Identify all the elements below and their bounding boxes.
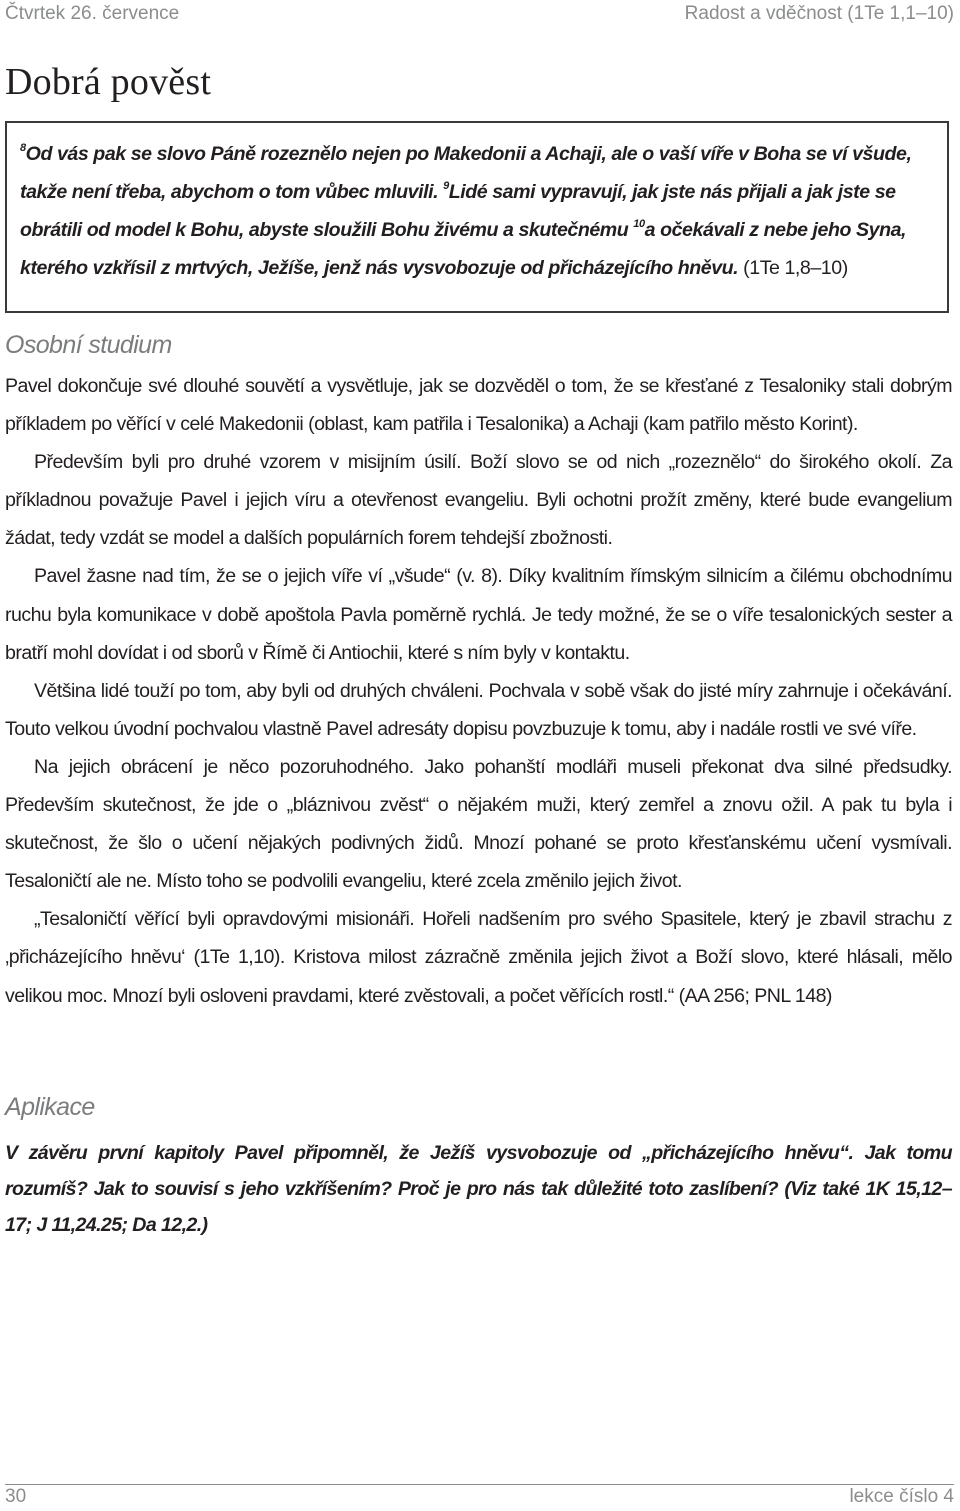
verse-reference: (1Te 1,8–10) [738,257,848,280]
study-body [5,367,952,1015]
study-heading: Osobní studium [5,331,172,359]
application-text: V závěru první kapitoly Pavel připomněl, že Ježíš vysvobozuje od „přicházejícího hněvu“. Jak tomu rozumíš? Jak to souvisí s jeho vzkříšením? Proč je pro nás tak důležité toto zaslíbení? (Viz také 1K 15,12–17; J 11,24.25; Da 12,2.) [5,1142,952,1236]
footer-divider [5,1484,954,1485]
page-number: 30 [5,1486,27,1507]
study-paragraph-1: Pavel dokončuje své dlouhé souvětí a vysvětluje, jak se dozvěděl o tom, že se křesťané z Tesaloniky stali dobrým příkladem po věřící v celé Makedonii (oblast, kam patřila i Tesalonika) a Achaji (kam patřilo město Korint). [5,375,952,436]
study-paragraph-6: „Tesaloničtí věřící byli opravdovými misionáři. Hořeli nadšením pro svého Spasitele, který je zbavil strachu z ‚přicházejícího hněvu‘ (1Te 1,10). Kristova milost zázračně změnila jejich život a Boží slovo, které hlásali, mělo velikou moc. Mnozí byli osloveni pravdami, které zvěstovali, a počet věřících rostl.“ (AA 256; PNL 148) [5,908,952,1007]
study-paragraph-4: Většina lidé touží po tom, aby byli od druhých chváleni. Pochvala v sobě však do jisté míry zahrnuje i očekávání. Touto velkou úvodní pochvalou vlastně Pavel adresáty dopisu povzbuzuje k tomu, aby i nadále rostli ve své víře. [5,679,952,740]
verse-9-text: Lidé sami vypravují, jak jste nás přijali a jak jste se obrátili od model k Bohu, abyste sloužili Bohu živému a skutečnému [20,181,896,242]
verse-number-8: 8 [20,142,26,154]
study-paragraph-3: Pavel žasne nad tím, že se o jejich víře ví „všude“ (v. 8). Díky kvalitním římským silnicím a čilému obchodnímu ruchu byla komunikace v době apoštola Pavla poměrně rychlá. Je tedy možné, že se o víře tesalonických sester a bratří mohl dovídat i od sborů v Římě či Antiochii, které s ním byly v kontaktu. [5,565,952,664]
application-heading: Aplikace [5,1093,95,1121]
verse-number-10: 10 [633,218,645,231]
verse-8-text: Od vás pak se slovo Páně rozeznělo nejen po Makedonii a Achaji, ale o vaší víře v Boha se ví všude, takže není třeba, abychom o tom vůbec mluvili. [20,143,912,204]
header-series-title: Radost a vděčnost (1Te 1,1–10) [684,3,954,24]
verse-10-text: a očekávali z nebe jeho Syna, kterého vzkřísil z mrtvých, Ježíše, jenž nás vysvobozuje od přicházejícího hněvu. [20,219,907,280]
header-date: Čtvrtek 26. července [5,3,180,24]
bible-verse-box [5,121,949,313]
verse-number-9: 9 [443,180,449,193]
study-paragraph-2: Především byli pro druhé vzorem v misijním úsilí. Boží slovo se od nich „rozeznělo“ do širokého okolí. Za příkladnou považuje Pavel i jejich víru a otevřenost evangeliu. Byli ochotni prožít změny, které bude evangelium žádat, tedy vzdát se model a dalších populárních forem tehdejší zbožnosti. [5,451,952,550]
study-paragraph-5: Na jejich obrácení je něco pozoruhodného. Jako pohanští modláři museli překonat dva silné předsudky. Především skutečnost, že jde o „bláznivou zvěst“ o nějakém muži, který zemřel a znovu ožil. A pak tu byla i skutečnost, že šlo o učení nějakých podivných židů. Mnozí pohané se proto křesťanskému učení vysmívali. Tesaloničtí ale ne. Místo toho se podvolili evangeliu, které zcela změnilo jejich život. [5,755,952,893]
lesson-label: lekce číslo 4 [849,1486,954,1507]
page-title: Dobrá pověst [5,61,212,103]
page-header [5,3,954,31]
